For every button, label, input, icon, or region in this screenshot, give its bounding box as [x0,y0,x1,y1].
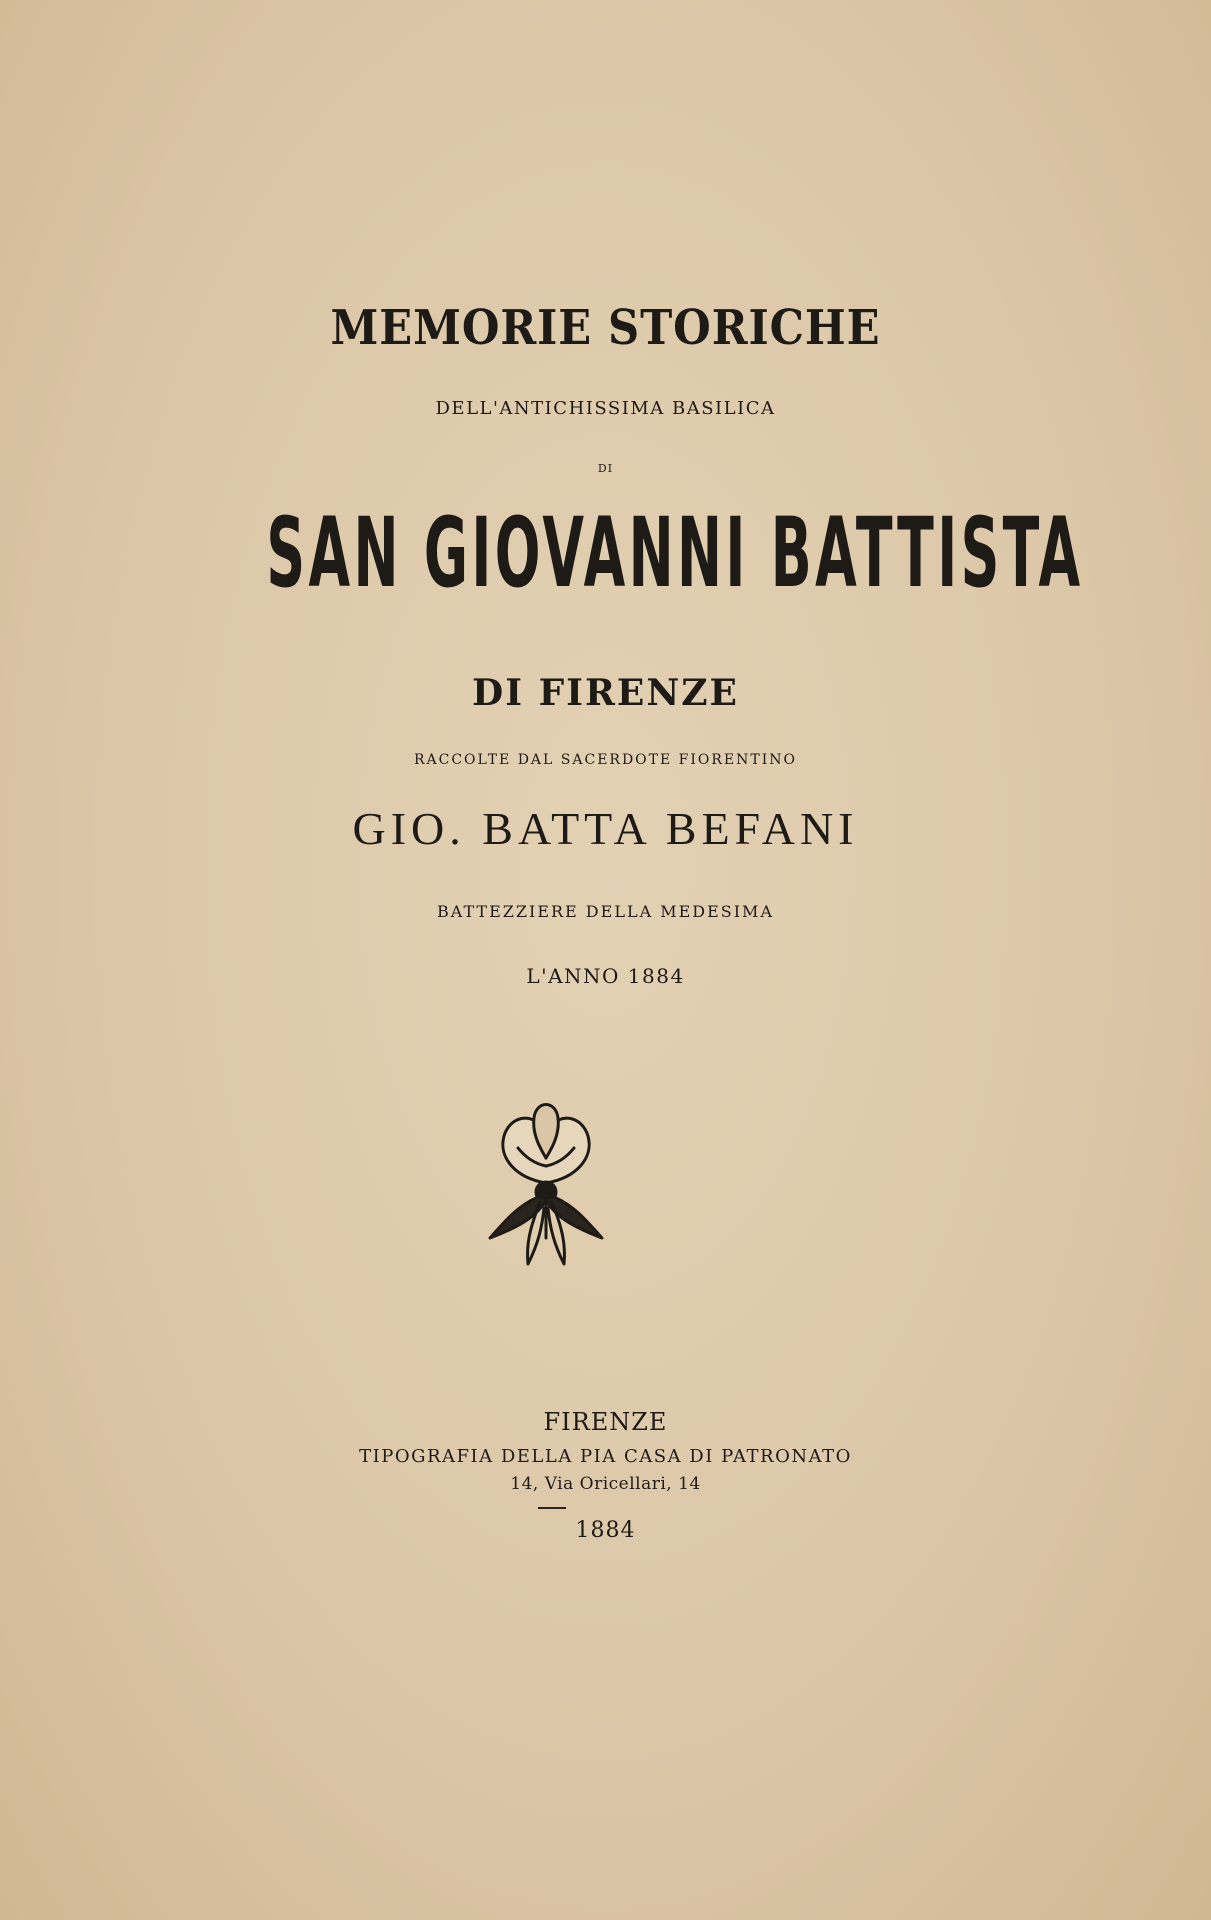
author-role: BATTEZZIERE DELLA MEDESIMA [437,902,774,921]
florentine-lily-icon [476,1088,616,1268]
imprint-printer: TIPOGRAFIA DELLA PIA CASA DI PATRONATO [359,1446,852,1467]
imprint-year: 1884 [575,1518,636,1543]
main-title: SAN GIOVANNI BATTISTA [266,497,1084,609]
imprint-city: FIRENZE [543,1408,668,1436]
title-line-memorie: MEMORIE STORICHE [330,300,881,356]
subtitle-collected-by: RACCOLTE DAL SACERDOTE FIORENTINO [413,752,797,768]
subtitle-basilica: DELL'ANTICHISSIMA BASILICA [435,398,776,419]
subtitle-di: DI [597,462,614,475]
imprint-address: 14, Via Oricellari, 14 [510,1474,701,1494]
author-name: GIO. BATTA BEFANI [352,803,859,854]
title-city: DI FIRENZE [472,672,739,714]
imprint-divider [538,1507,566,1509]
title-year: L'ANNO 1884 [526,964,685,988]
